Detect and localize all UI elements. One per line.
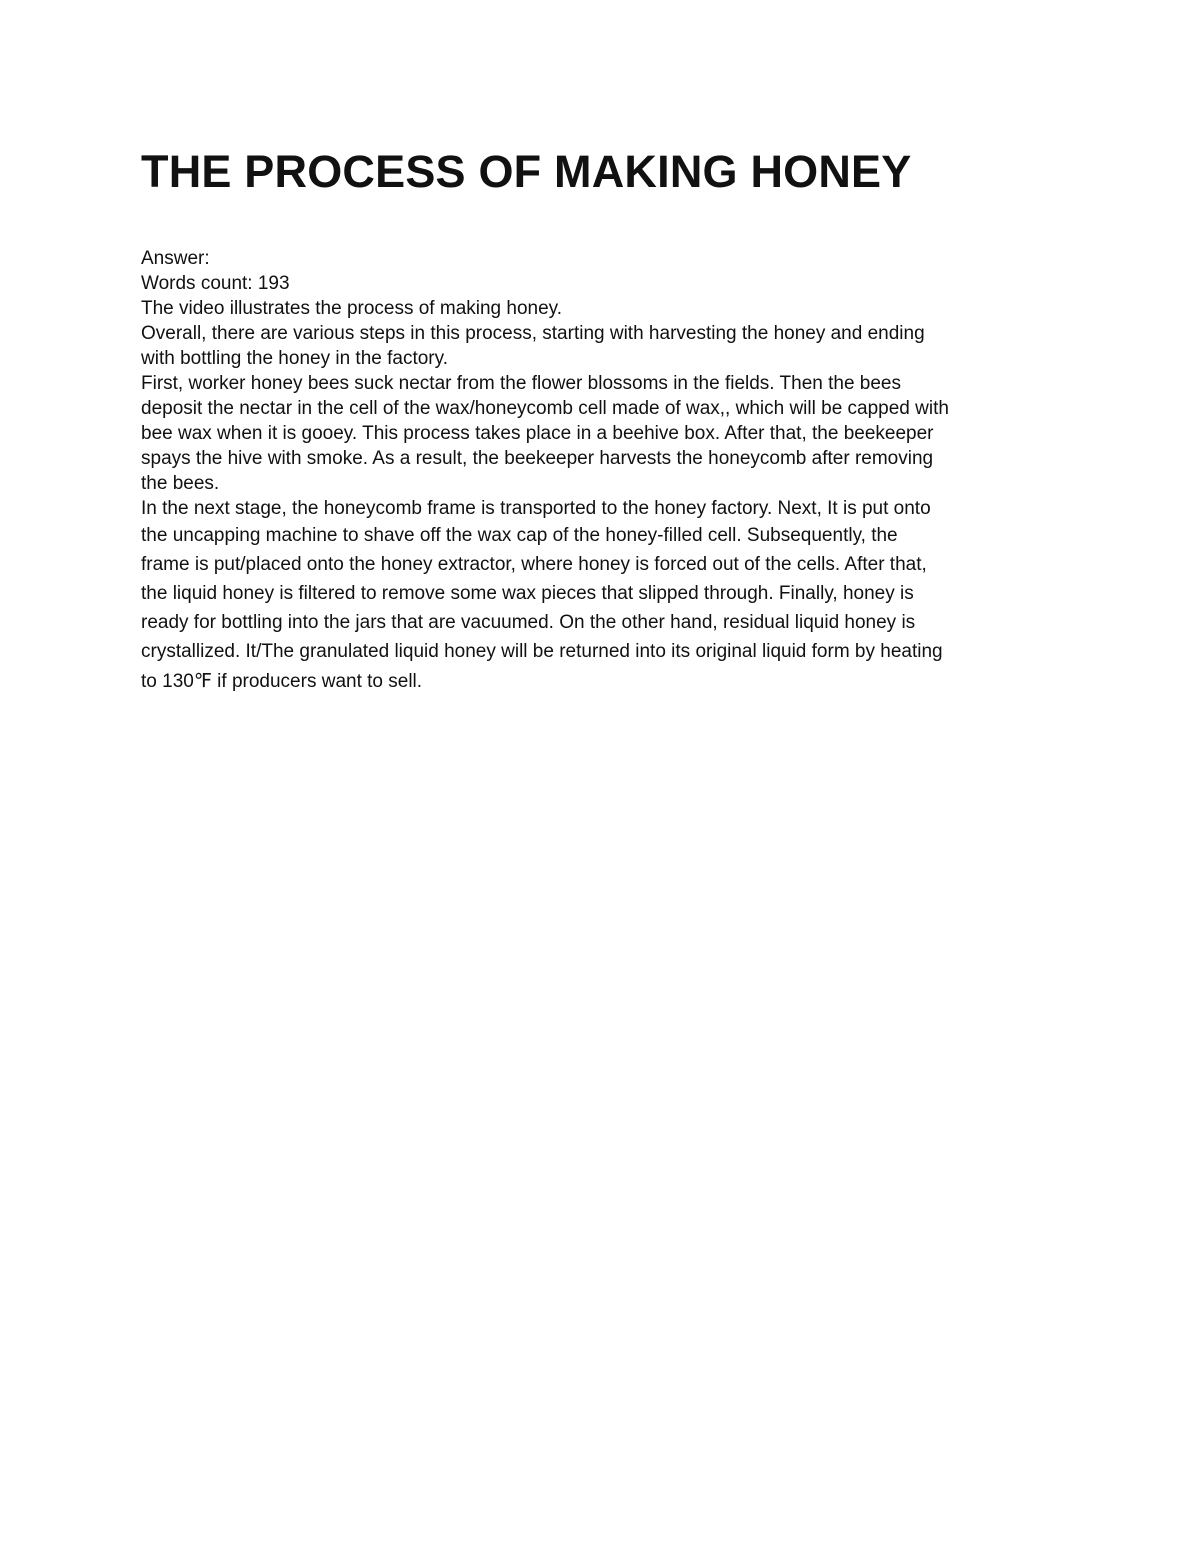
body-line: Overall, there are various steps in this process, starting with harvesting the honey and ending (141, 323, 925, 344)
body-line: First, worker honey bees suck nectar from the flower blossoms in the fields. Then the bees (141, 373, 901, 394)
document-body (141, 246, 1081, 697)
word-count-line: Words count: 193 (141, 273, 290, 294)
document-title: THE PROCESS OF MAKING HONEY (141, 146, 912, 197)
body-line: spays the hive with smoke. As a result, the beekeeper harvests the honeycomb after removing (141, 448, 934, 469)
body-line: The video illustrates the process of making honey. (141, 298, 563, 319)
body-line: bee wax when it is gooey. This process takes place in a beehive box. After that, the beekeeper (141, 423, 934, 444)
answer-label: Answer: (141, 248, 210, 269)
body-line: the bees. (141, 473, 220, 494)
body-line: In the next stage, the honeycomb frame is transported to the honey factory. Next, It is put onto (141, 498, 931, 519)
body-line: the uncapping machine to shave off the wax cap of the honey-filled cell. Subsequently, the (141, 525, 898, 546)
body-line: frame is put/placed onto the honey extractor, where honey is forced out of the cells. After that, (141, 554, 927, 575)
body-line: to 130℉ if producers want to sell. (141, 671, 423, 692)
body-line: ready for bottling into the jars that are vacuumed. On the other hand, residual liquid honey is (141, 612, 916, 633)
body-line: with bottling the honey in the factory. (141, 348, 448, 369)
body-line: crystallized. It/The granulated liquid honey will be returned into its original liquid form by heating (141, 641, 943, 662)
body-line: the liquid honey is filtered to remove some wax pieces that slipped through. Finally, honey is (141, 583, 914, 604)
body-line: deposit the nectar in the cell of the wax/honeycomb cell made of wax,, which will be capped with (141, 398, 949, 419)
